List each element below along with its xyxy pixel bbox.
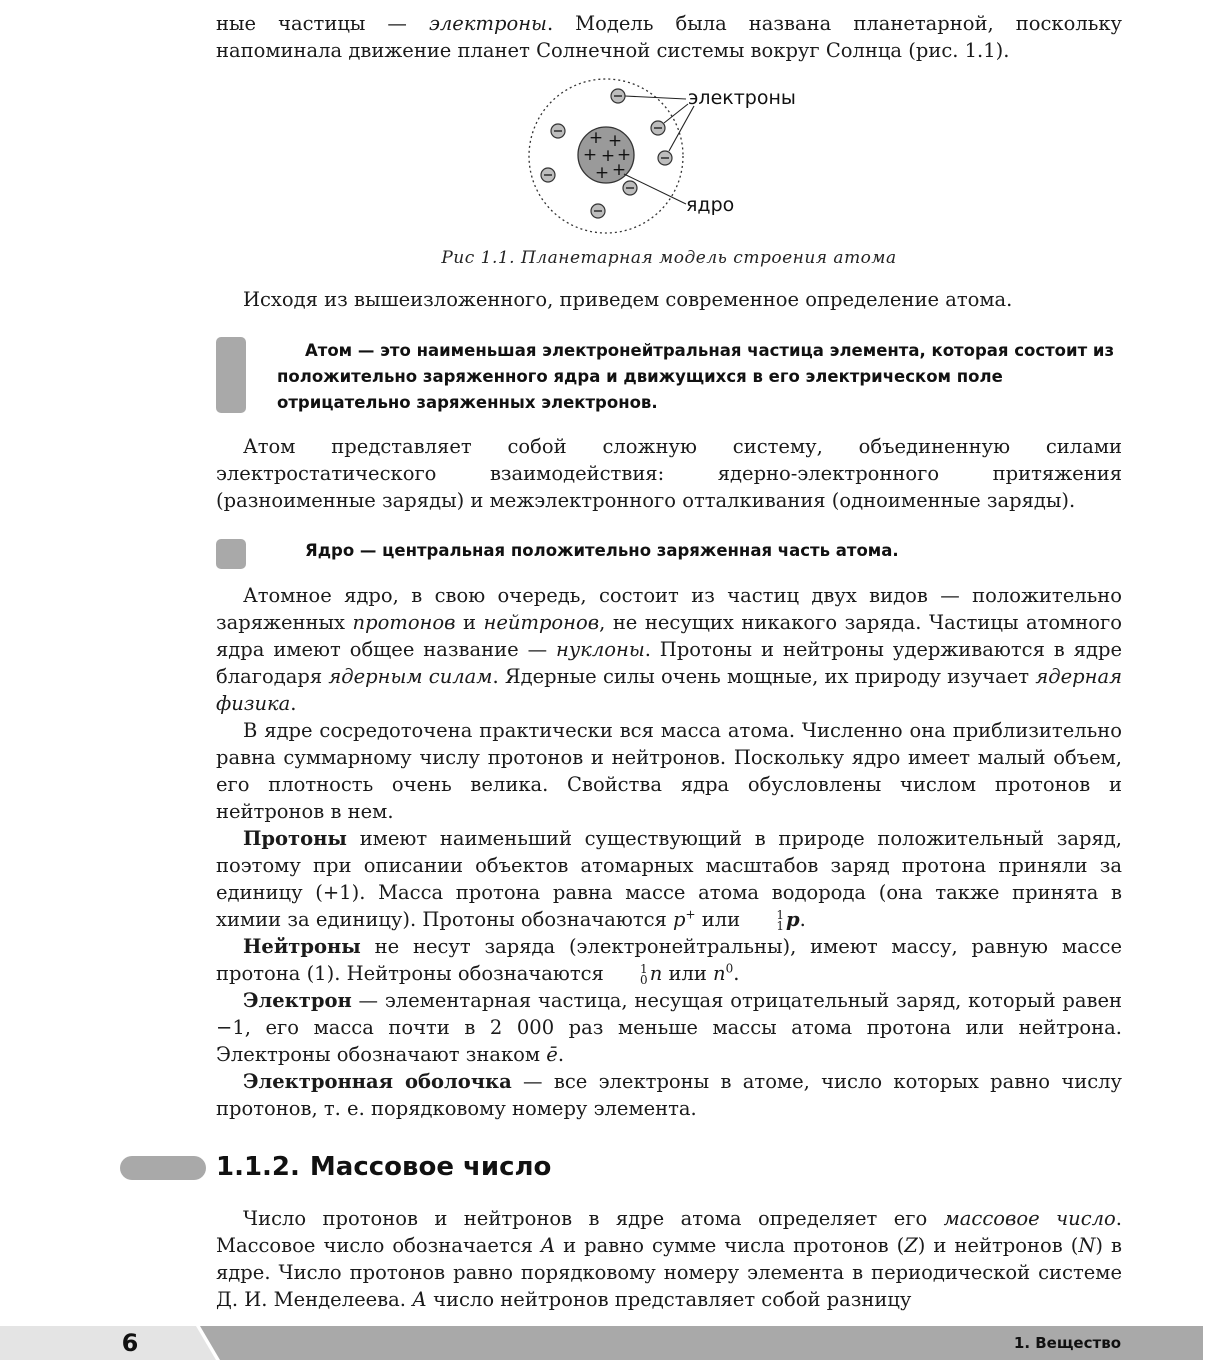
mass-number-paragraph: Число протонов и нейтронов в ядре атома определяет его массовое число. Массовое число обозначается A и равно сумме числа протонов (Z) и нейтронов (N) в ядре. Число протонов равно порядковому номеру элемента в периодической системе Д. И. Менделеева. А число нейтронов представляет собой разницу (216, 1207, 1122, 1311)
proton-notation: 1 1 (776, 907, 784, 933)
neutron-notation: 1 0 (640, 961, 648, 987)
proton-sign: + (611, 160, 627, 180)
chapter-title: 1. Вещество (1013, 1334, 1121, 1352)
footer-page-tab (0, 1326, 216, 1360)
atom-figure (520, 76, 830, 246)
proton-sign: + (582, 145, 598, 165)
definition-marker (216, 539, 246, 569)
proton-sign: + (594, 163, 610, 183)
protons-paragraph: Протоны имеют наименьший существующий в природе положительный заряд, поэтому при описании объектов атомарных масштабов заряд протона приняли за единицу (+1). Масса протона равна массе атома водорода (она также принята в химии за единицу). Протоны обозначаются p+ или 1 1 p. (216, 827, 1122, 933)
electron-paragraph: Электрон — элементарная частица, несущая отрицательный заряд, который равен −1, его масса почти в 2 000 раз меньше массы атома протона или нейтрона. Электроны обозначают знаком ē. (216, 989, 1122, 1066)
nucleus-label: ядро (686, 194, 735, 216)
page-number: 6 (121, 1329, 139, 1357)
system-paragraph: Атом представляет собой сложную систему, объединенную силами электростатического взаимодействия: ядерно-электронного притяжения (разноименные заряды) и межэлектронного отталкивания (одноименные заряды). (216, 435, 1122, 512)
definition-marker (216, 337, 246, 413)
section-heading: 1.1.2. Массовое число (216, 1152, 552, 1182)
proton-sign: + (607, 131, 623, 151)
proton-sign: + (616, 145, 632, 165)
shell-paragraph: Электронная оболочка — все электроны в атоме, число которых равно числу протонов, т. е. порядковому номеру элемента. (216, 1070, 1122, 1120)
intro-paragraph: ные частицы — электроны. Модель была названа планетарной, поскольку напоминала движение планет Солнечной системы вокруг Солнца (рис. 1.1). (216, 12, 1122, 62)
proton-sign: + (588, 128, 604, 148)
section-marker (120, 1156, 206, 1180)
lead-paragraph: Исходя из вышеизложенного, приведем современное определение атома. (243, 288, 1013, 311)
definition-atom: Атом — это наименьшая электронейтральная частица элемента, которая состоит из положительно заряженного ядра и движущихся в его электрическом поле отрицательно заряженных электронов. (277, 341, 1115, 412)
figure-caption: Рис 1.1. Планетарная модель строения атома (441, 248, 897, 268)
proton-sign: + (600, 146, 616, 166)
mass-paragraph: В ядре сосредоточена практически вся масса атома. Численно она приблизительно равна суммарному числу протонов и нейтронов. Поскольку ядро имеет малый объем, его плотность очень велика. Свойства ядра обусловлены числом протонов и нейтронов в нем. (216, 719, 1122, 823)
electrons-label: электроны (688, 87, 796, 109)
body-text (216, 582, 1122, 1122)
nucleus-paragraph: Атомное ядро, в свою очередь, состоит из частиц двух видов — положительно заряженных протонов и нейтронов, не несущих никакого заряда. Частицы атомного ядра имеют общее название — нуклоны. Протоны и нейтроны удерживаются в ядре благодаря ядерным силам. Ядерные силы очень мощные, их природу изучает ядерная физика. (216, 584, 1123, 715)
definition-nucleus: Ядро — центральная положительно заряженная часть атома. (305, 541, 899, 560)
neutrons-paragraph: Нейтроны не несут заряда (электронейтральны), имеют массу, равную массе протона (1). Нейтроны обозначаются 1 0 n или $n^0$. (216, 935, 1122, 987)
